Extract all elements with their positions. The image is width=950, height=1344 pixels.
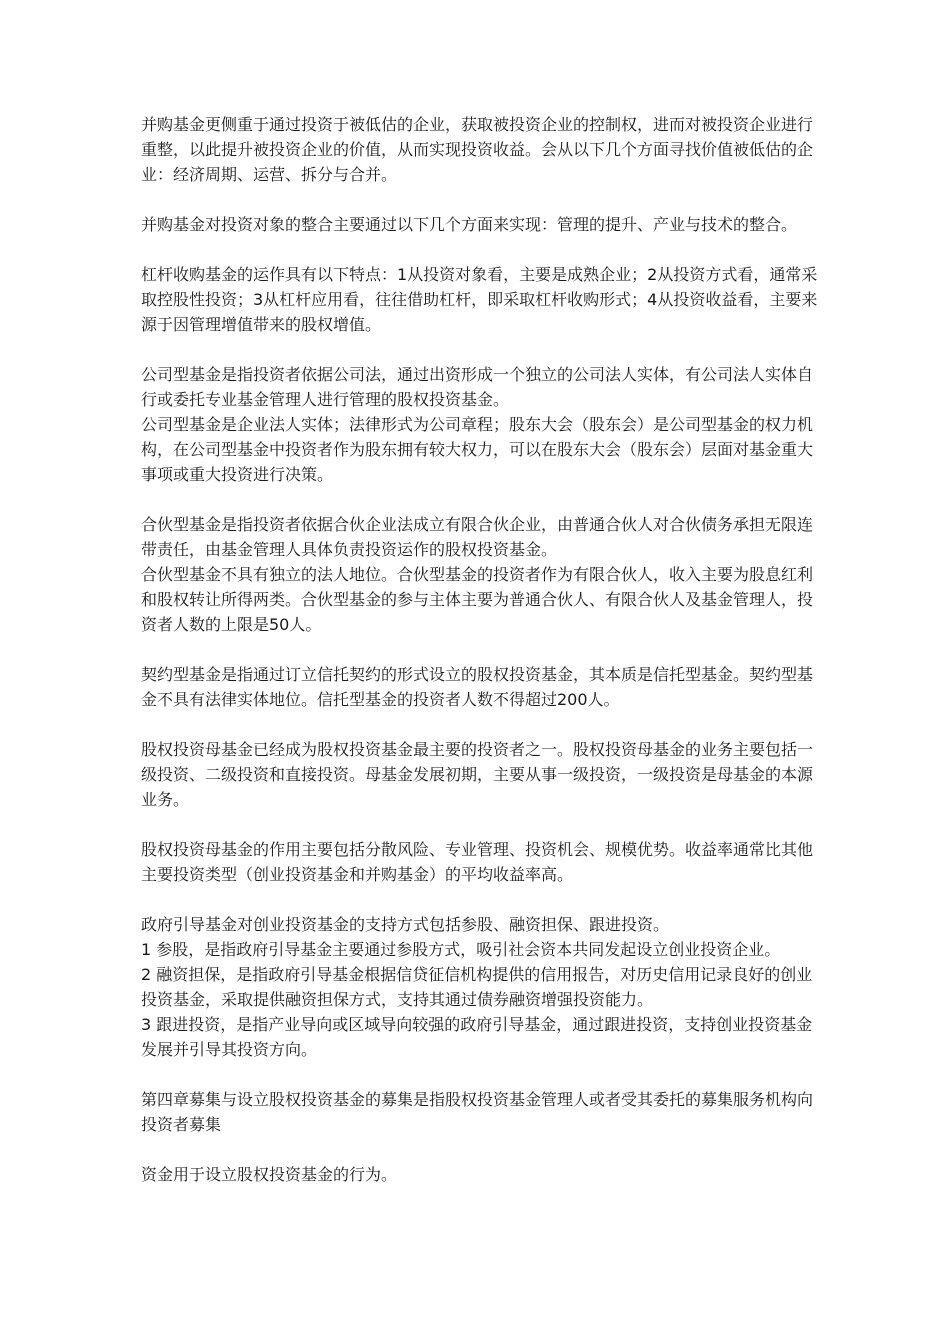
- paragraph-partnership-fund-definition: 合伙型基金是指投资者依据合伙企业法成立有限合伙企业，由普通合伙人对合伙债务承担无限连带责任，由基金管理人具体负责投资运作的股权投资基金。: [141, 515, 814, 559]
- list-item-follow-on-investment: 3 跟进投资，是指产业导向或区域导向较强的政府引导基金，通过跟进投资，支持创业投资基金发展并引导其投资方向。: [141, 1015, 813, 1059]
- paragraph-partnership-fund-features: 合伙型基金不具有独立的法人地位。合伙型基金的投资者作为有限合伙人，收入主要为股息红利和股权转让所得两类。合伙型基金的参与主体主要为普通合伙人、有限合伙人及基金管理人，投资者人数的上限是50人。: [141, 565, 814, 634]
- paragraph-contract-fund: 契约型基金是指通过订立信托契约的形式设立的股权投资基金，其本质是信托型基金。契约型基金不具有法律实体地位。信托型基金的投资者人数不得超过200人。: [141, 665, 814, 709]
- paragraph-merger-integration: 并购基金对投资对象的整合主要通过以下几个方面来实现：管理的提升、产业与技术的整合。: [141, 215, 798, 234]
- paragraph-fundraising-continuation: 资金用于设立股权投资基金的行为。: [141, 1165, 398, 1184]
- paragraph-fof-role: 股权投资母基金的作用主要包括分散风险、专业管理、投资机会、规模优势。收益率通常比其他主要投资类型（创业投资基金和并购基金）的平均收益率高。: [141, 840, 814, 884]
- paragraph-corporate-fund-features: 公司型基金是企业法人实体；法律形式为公司章程；股东大会（股东会）是公司型基金的权力机构，在公司型基金中投资者作为股东拥有较大权力，可以在股东大会（股东会）层面对基金重大事项或重大投资进行决策。: [141, 415, 814, 484]
- paragraph-merger-fund: 并购基金更侧重于通过投资于被低估的企业，获取被投资企业的控制权，进而对被投资企业进行重整，以此提升被投资企业的价值，从而实现投资收益。会从以下几个方面寻找价值被低估的企业：经济周期、运营、拆分与合并。: [141, 115, 814, 184]
- paragraph-lbo-features: 杠杆收购基金的运作具有以下特点：1从投资对象看，主要是成熟企业；2从投资方式看，通常采取控股性投资；3从杠杆应用看，往往借助杠杆，即采取杠杆收购形式；4从投资收益看，主要来源于因管理增值带来的股权增值。: [141, 265, 818, 334]
- list-item-financing-guarantee: 2 融资担保，是指政府引导基金根据信贷征信机构提供的信用报告，对历史信用记录良好的创业投资基金，采取提供融资担保方式，支持其通过债券融资增强投资能力。: [141, 965, 813, 1009]
- paragraph-chapter-four-fundraising: 第四章募集与设立股权投资基金的募集是指股权投资基金管理人或者受其委托的募集服务机构向投资者募集: [141, 1090, 814, 1134]
- paragraph-guidance-fund-support: 政府引导基金对创业投资基金的支持方式包括参股、融资担保、跟进投资。: [141, 915, 670, 934]
- paragraph-fof-business: 股权投资母基金已经成为股权投资基金最主要的投资者之一。股权投资母基金的业务主要包括一级投资、二级投资和直接投资。母基金发展初期，主要从事一级投资，一级投资是母基金的本源业务。: [141, 740, 814, 809]
- list-item-equity-participation: 1 参股，是指政府引导基金主要通过参股方式，吸引社会资本共同发起设立创业投资企业。: [141, 940, 781, 959]
- document-body: [141, 112, 821, 1187]
- paragraph-corporate-fund-definition: 公司型基金是指投资者依据公司法，通过出资形成一个独立的公司法人实体，有公司法人实体自行或委托专业基金管理人进行管理的股权投资基金。: [141, 365, 814, 409]
